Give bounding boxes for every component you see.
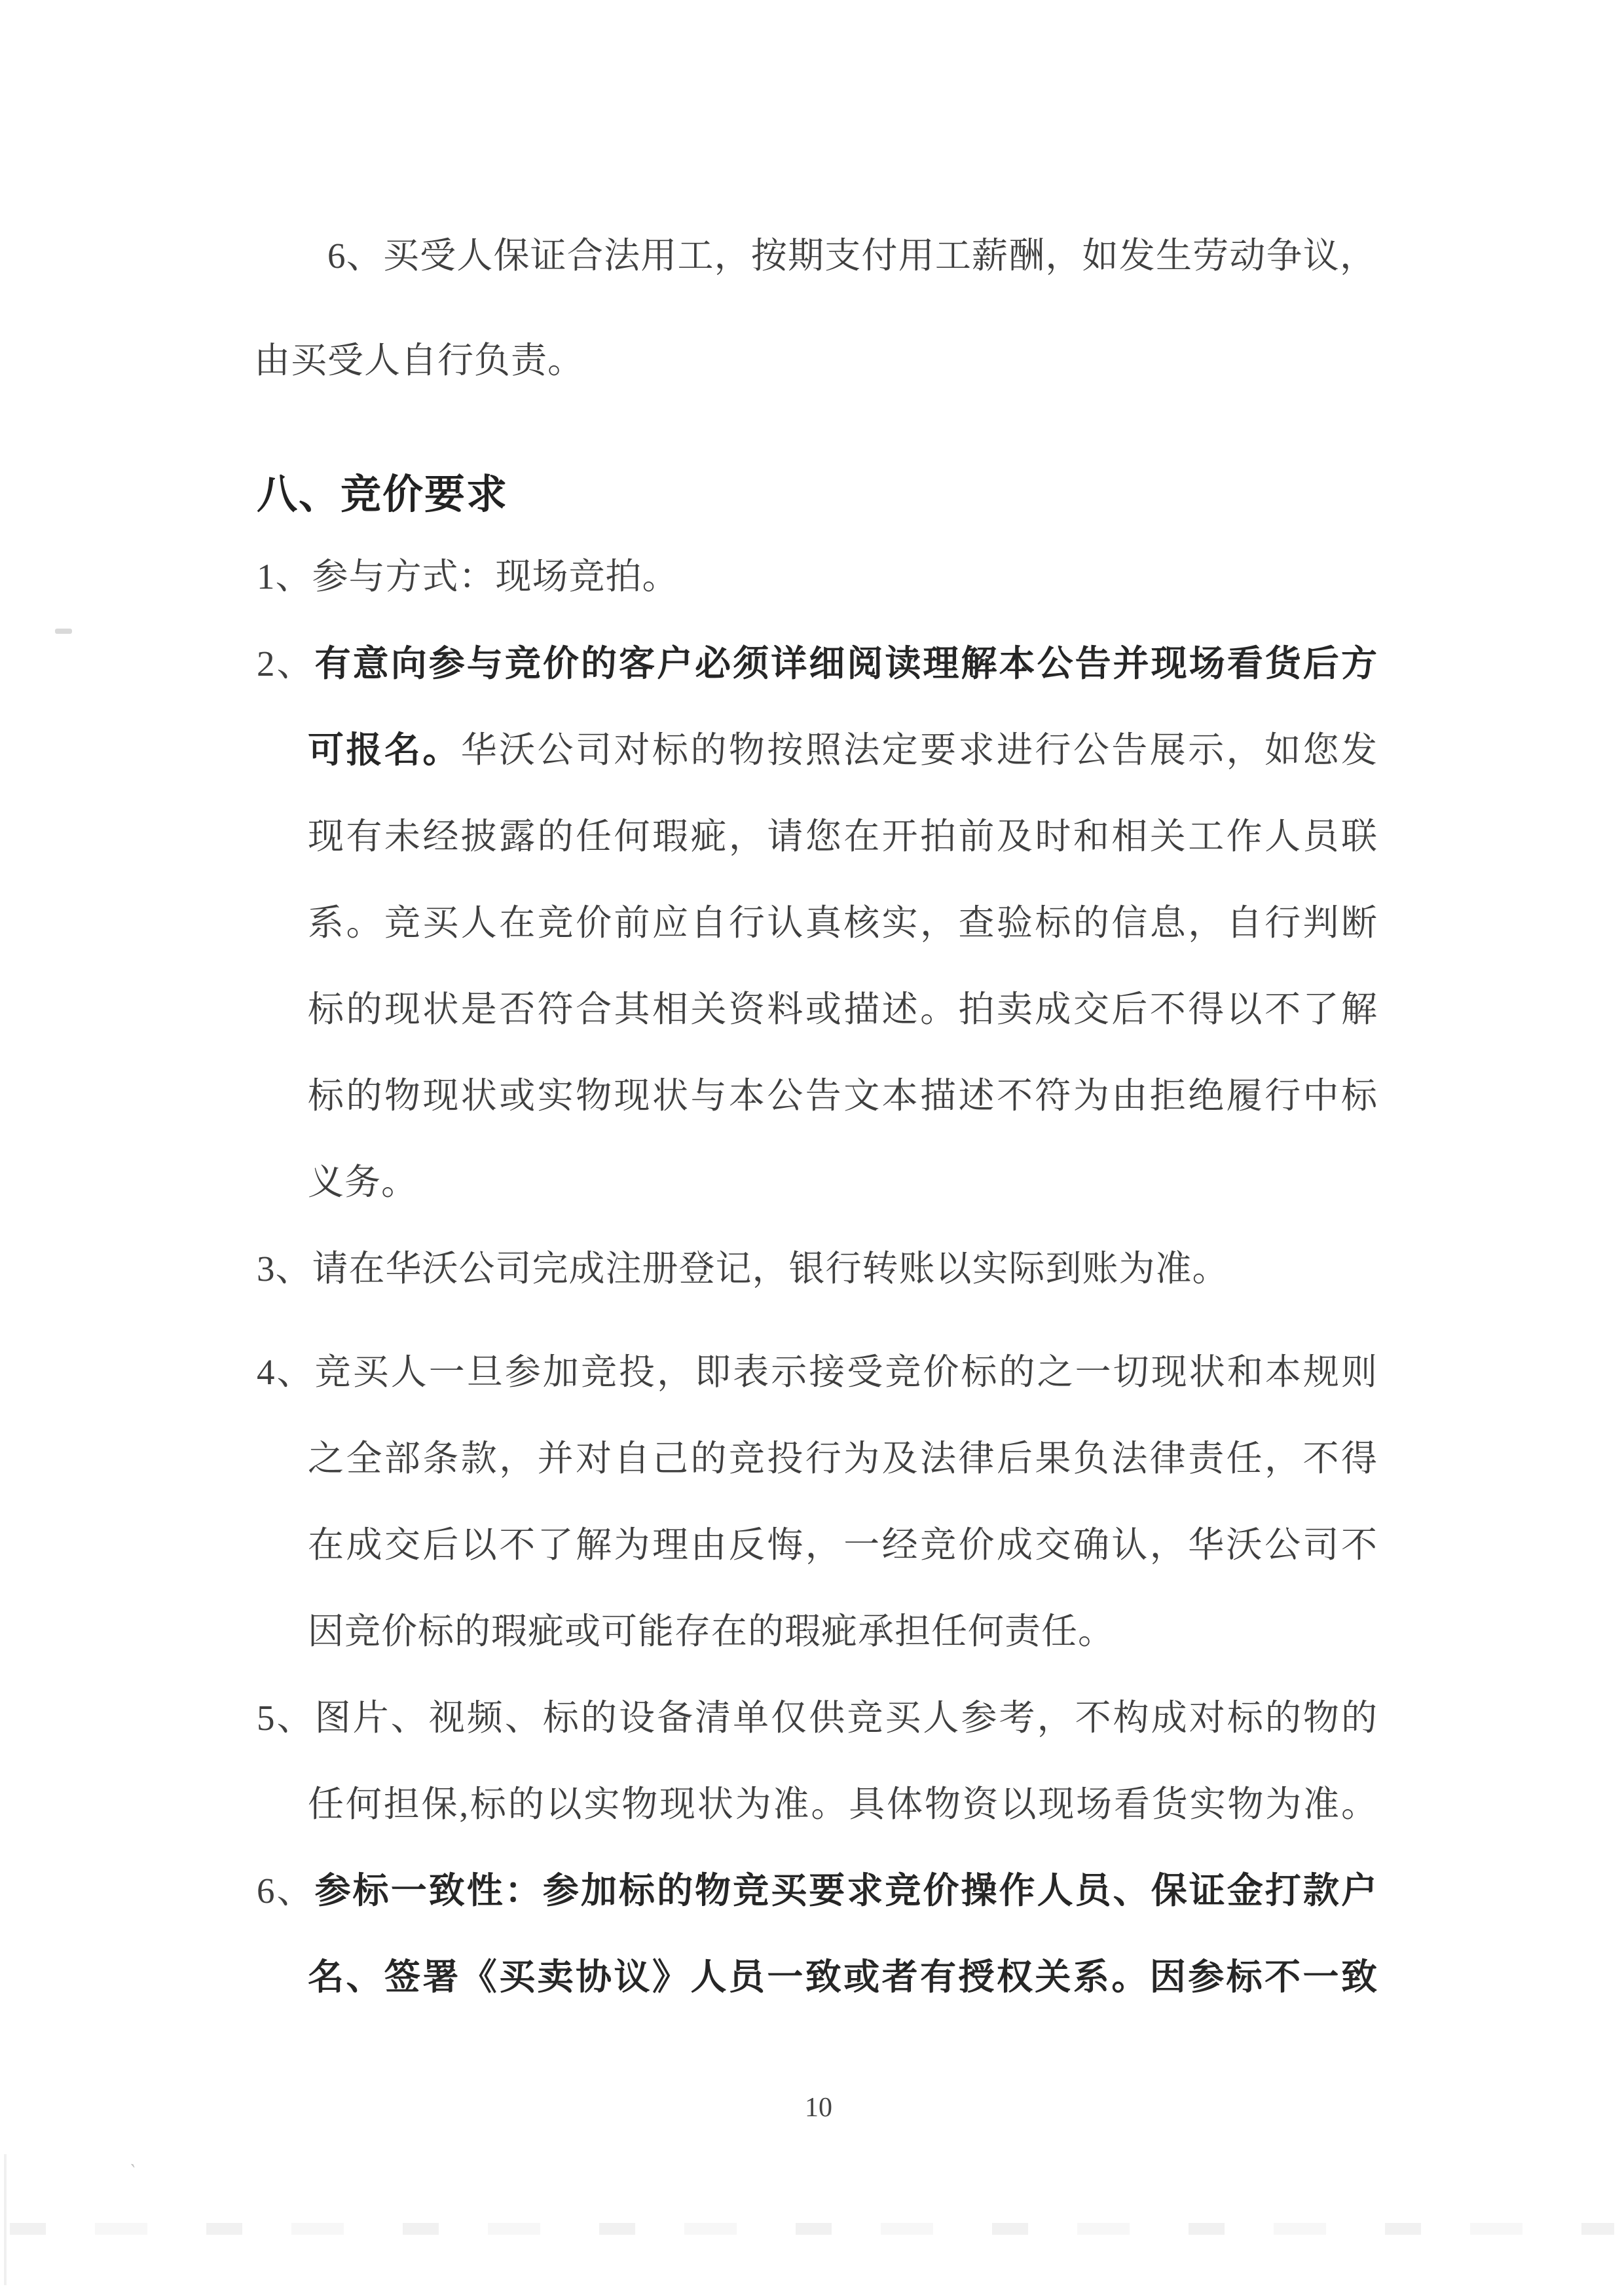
item-6-bold-text: 参标一致性：参加标的物竞买要求竞价操作人员、保证金打款户	[314, 1871, 1378, 1911]
list-item-2-line1	[257, 640, 1378, 688]
section-heading: 八、竞价要求	[257, 473, 509, 517]
item-2-number: 2、	[257, 644, 315, 684]
item-2-bold-tail: 可报名。	[308, 730, 461, 770]
scan-comma-artifact: `	[126, 2160, 138, 2183]
paragraph-clause6-line2: 由买受人自行负责。	[254, 340, 585, 380]
list-item-2-line3: 现有未经披露的任何瑕疵，请您在开拍前及时和相关工作人员联	[308, 817, 1378, 856]
page-number: 10	[805, 2093, 832, 2123]
list-item-1: 1、参与方式：现场竞拍。	[257, 557, 679, 597]
list-item-2-line4: 系。竞买人在竞价前应自行认真核实，查验标的信息，自行判断	[308, 903, 1378, 943]
list-item-5-line2: 任何担保,标的以实物现状为准。具体物资以现场看货实物为准。	[308, 1784, 1378, 1824]
list-item-4-line1: 4、竞买人一旦参加竞投，即表示接受竞价标的之一切现状和本规则	[257, 1352, 1378, 1392]
list-item-5-line1: 5、图片、视频、标的设备清单仅供竞买人参考，不构成对标的物的	[257, 1698, 1378, 1738]
item-2-bold-text: 有意向参与竞价的客户必须详细阅读理解本公告并现场看货后方	[314, 644, 1378, 684]
list-item-6-line1	[257, 1867, 1378, 1915]
list-item-3: 3、请在华沃公司完成注册登记，银行转账以实际到账为准。	[257, 1249, 1229, 1289]
list-item-4-line3: 在成交后以不了解为理由反悔，一经竞价成交确认，华沃公司不	[308, 1525, 1378, 1565]
list-item-4-line4: 因竞价标的瑕疵或可能存在的瑕疵承担任何责任。	[308, 1611, 1115, 1651]
list-item-6-line2: 名、签署《买卖协议》人员一致或者有授权关系。因参标不一致	[308, 1957, 1378, 1997]
scan-edge-line-artifact	[4, 2154, 7, 2285]
scan-smudge-artifact	[55, 629, 72, 634]
list-item-2-line5: 标的现状是否符合其相关资料或描述。拍卖成交后不得以不了解	[308, 989, 1378, 1029]
item-6-number: 6、	[257, 1871, 315, 1911]
paragraph-clause6-line1: 6、买受人保证合法用工，按期支付用工薪酬，如发生劳动争议，	[327, 236, 1376, 276]
list-item-2-line2	[308, 727, 1378, 774]
item-2-regular-text: 华沃公司对标的物按照法定要求进行公告展示，如您发	[460, 730, 1378, 770]
page-bleed-through-band	[10, 2223, 1614, 2235]
list-item-4-line2: 之全部条款，并对自己的竞投行为及法律后果负法律责任，不得	[308, 1439, 1378, 1478]
list-item-2-line7: 义务。	[308, 1162, 418, 1202]
list-item-2-line6: 标的物现状或实物现状与本公告文本描述不符为由拒绝履行中标	[308, 1076, 1378, 1116]
